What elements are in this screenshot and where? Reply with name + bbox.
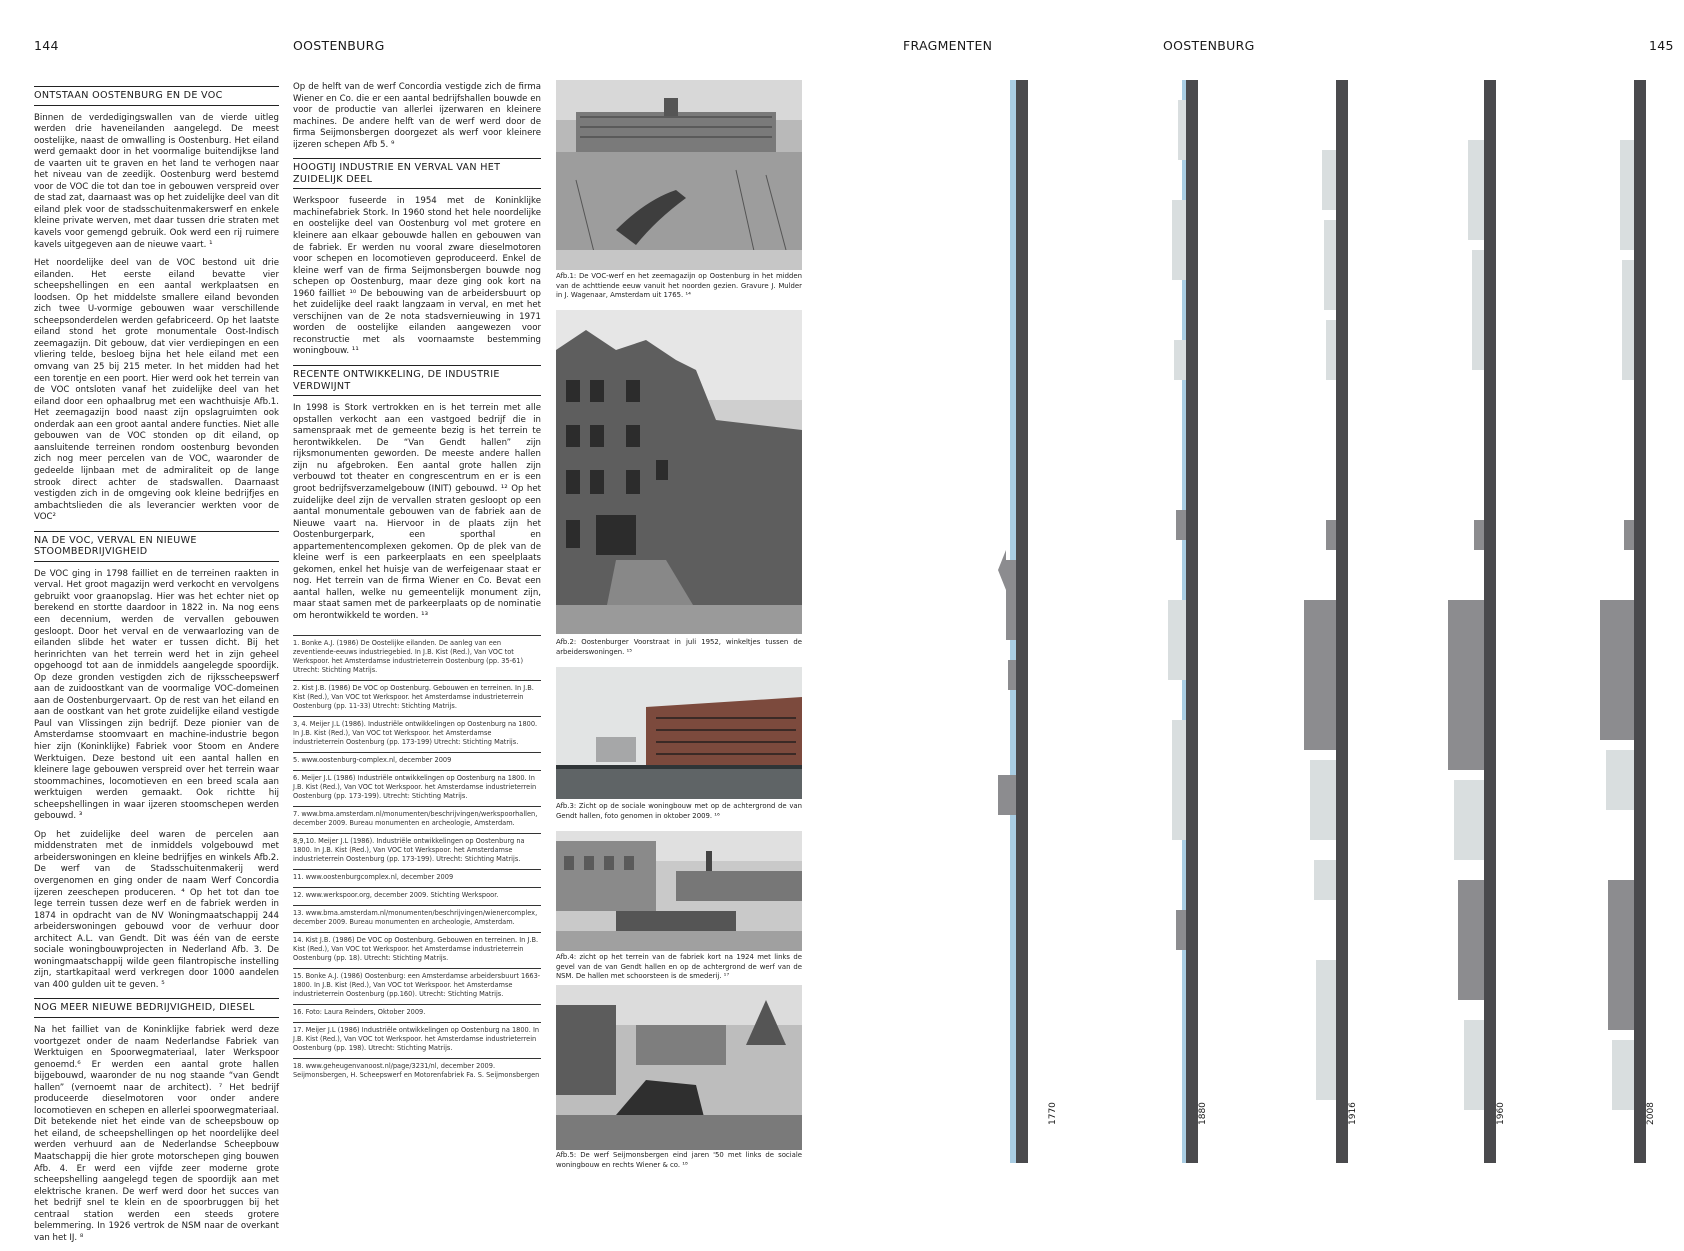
- housing-photo-afb3: [556, 667, 802, 799]
- paragraph: De VOC ging in 1798 failliet en de terreinen raakten in verval. Het groot magazijn werd verkocht en vervolgens gebruikt voor graanopslag. Hier was het echter niet op berekend en stortte daardoor in 1822 in. Na nog eens een decennium, werden de vervallen gebouwen gesloopt. Door het verval en de verwaarlozing van de eilanden slibde het water er tussen dicht. Bij het herinrichten van het terrein werd het in zijn geheel opgehoogd tot aan de inmiddels aangelegde spoordijk. Op deze gronden vestigden zich de rijksscheepswerf aan de zuidoostkant van de voormalige VOC-domeinen aan de Oostenburgervaart. Op de rest van het eiland en aan de oostkant van het grote zuidelijke eiland vestigde Paul van Vlissingen zijn bedrijf. Deze pionier van de Amsterdamse stoomvaart en machine-industrie begon hier zijn (Koninklijke) Fabriek voor Stoom en Andere Werktuigen. Deze bestond uit een aantal hallen en kleinere lage gebouwen verspreid over het terrein waar stoommachines, locomotieven en een breed scala aan werktuigen werden gemaakt. Ook richtte hij scheepshellingen in waar ijzeren stoomschepen werden gebouwd. ³: [34, 568, 279, 822]
- elevation-strip-1916: [1300, 80, 1350, 1163]
- paragraph: Werkspoor fuseerde in 1954 met de Koninklijke machinefabriek Stork. In 1960 stond het hele noordelijke en oostelijke deel van Oostenburg vol met grotere en kleinere aan elkaar gebouwde hallen en gebouwen van de fabriek. Er werden nu vooral zware dieselmotoren voor schepen en locomotieven geproduceerd. Enkel de kleine werf van de firma Seijmonsbergen bouwde nog schepen op Oostenburg, maar deze ging ook kort na 1960 failliet ¹⁰ De bebouwing van de arbeidersbuurt op het zuidelijke deel raakt langzaam in verval, en met het verschijnen van de 2e nota stadsvernieuwing in 1971 worden de oostelijke eilanden aangewezen voor reconstructie met als voornaamste bestemming woningbouw. ¹¹: [293, 196, 541, 357]
- footnote: 16. Foto: Laura Reinders, Oktober 2009.: [293, 1004, 541, 1022]
- section-heading: NA DE VOC, VERVAL EN NIEUWE STOOMBEDRIJVIGHEID: [34, 531, 279, 562]
- year-label-1880: 1880: [1198, 1102, 1208, 1125]
- elevation-strip-2008: [1598, 80, 1648, 1163]
- caption-afb3: Afb.3: Zicht op de sociale woningbouw met op de achtergrond de van Gendt hallen, foto genomen in oktober 2009. ¹⁶: [556, 802, 802, 820]
- year-label-1916: 1916: [1348, 1102, 1358, 1125]
- footnote: 5. www.oostenburg-complex.nl, december 2009: [293, 752, 541, 770]
- paragraph: Op de helft van de werf Concordia vestigde zich de firma Wiener en Co. die er een aantal bedrijfshallen bouwde en voor de productie van allerlei ijzerwaren en kleinere machines. De andere helft van de werf werd door de firma Seijmonsbergen doorgezet als werf voor kleinere ijzeren schepen Afb 5. ⁹: [293, 82, 541, 150]
- paragraph: In 1998 is Stork vertrokken en is het terrein met alle opstallen verkocht aan een vastgoed bedrijf die in samenspraak met de gemeente bezig is het terrein te herontwikkelen. De “Van Gendt hallen” zijn rijksmonumenten geworden. De meeste andere hallen zijn nu afgebroken. Een aantal grote hallen zijn verbouwd tot theater en congrescentrum en er is een groot bedrijfsverzamelgebouw (INIT) gebouwd. ¹² Op het zuidelijke deel zijn de vervallen straten gesloopt op een aantal monumentale gebouwen van de fabriek aan de Nieuwe vaart na. Hiervoor in de plaats zijn het Oostenburgerpark, een sporthal en appartementencomplexen gekomen. Op de plek van de kleine werf is een parkeerplaats en een speelplaats gekomen, enkel het huisje van de werfeigenaar staat er nog. Het terrein van de firma Wiener en Co. Bevat een aantal hallen, welke nu gemeentelijk monument zijn, maar staat samen met de parkeerplaats op de nominatie om herontwikkeld te worden. ¹³: [293, 403, 541, 621]
- street-photo-afb2: [556, 310, 802, 634]
- footnote: 3, 4. Meijer J.L (1986). Industriële ontwikkelingen op Oostenburg na 1800. In J.B. Kist (Red.), Van VOC tot Werkspoor. het Amsterdamse industrieterrein Oostenburg (pp. 173-199) Utrecht: Stichting Matrijs.: [293, 716, 541, 752]
- elevation-strip-1770: [980, 80, 1030, 1163]
- footnote: 6. Meijer J.L (1986) Industriële ontwikkelingen op Oostenburg na 1800. In J.B. Kist (Red.), Van VOC tot Werkspoor. het Amsterdamse industrieterrein Oostenburg (pp. 173-199). Utrecht: Stichting Matrijs.: [293, 770, 541, 806]
- footnote: 18. www.geheugenvanoost.nl/page/3231/nl, december 2009. Seijmonsbergen, H. Scheepswerf en Motorenfabriek Fa. S. Seijmonsbergen: [293, 1058, 541, 1085]
- running-title-right: OOSTENBURG: [1163, 38, 1255, 53]
- year-label-1770: 1770: [1048, 1102, 1058, 1125]
- paragraph: Na het failliet van de Koninklijke fabriek werd deze voortgezet onder de naam Nederlandse Fabriek van Werktuigen en Spoorwegmateriaal, later Werkspoor genoemd.⁶ Er werden een aantal grote hallen bijgebouwd, waaronder de nu nog staande “van Gendt hallen” (vernoemt naar de architect). ⁷ Het bedrijf produceerde dieselmotoren voor onder andere locomotieven en schepen en allerlei spoorwegmateriaal. Dit betekende niet het einde van de scheepsbouw op het eiland, de scheepshellingen op het noordelijke deel werden verhuurd aan de Nederlandse Scheepbouw Maatschappij die hier grote motorschepen ging bouwen Afb. 4. Er werd een vijfde zeer moderne grote scheepshelling aangelegd tegen de spoordijk aan met elektrische kranen. De werf werd door het succes van het bedrijf snel te klein en de spoorbruggen bij het centraal station werden een steeds grotere belemmering. In 1926 vertrok de NSM naar de overkant van het IJ. ⁸: [34, 1025, 279, 1243]
- footnote: 8,9,10. Meijer J.L (1986). Industriële ontwikkelingen op Oostenburg na 1800. In J.B. Kist (Red.), Van VOC tot Werkspoor. het Amsterdamse industrieterrein Oostenburg (pp. 173-199). Utrecht: Stichting Matrijs.: [293, 833, 541, 869]
- elevation-strip-1960: [1448, 80, 1498, 1163]
- year-label-2008: 2008: [1646, 1102, 1656, 1125]
- caption-afb1: Afb.1: De VOC-werf en het zeemagazijn op Oostenburg in het midden van de achttiende eeuw vanuit het noorden gezien. Gravure J. Mulder in J. Wagenaar, Amsterdam uit 1765. ¹⁴: [556, 272, 802, 299]
- section-heading: RECENTE ONTWIKKELING, DE INDUSTRIE VERDWIJNT: [293, 365, 541, 396]
- footnote-list: [293, 635, 541, 1085]
- footnote: 12. www.werkspoor.org, december 2009. Stichting Werkspoor.: [293, 887, 541, 905]
- footnote: 1. Bonke A.J. (1986) De Oostelijke eilanden. De aanleg van een zeventiende-eeuws industriegebied. In J.B. Kist (Red.), Van VOC tot Werkspoor. het Amsterdamse industrieterrein Oostenburg (pp. 35-61) Utrecht: Stichting Matrijs.: [293, 635, 541, 680]
- text-column-2: [293, 82, 541, 1085]
- footnote: 7. www.bma.amsterdam.nl/monumenten/beschrijvingen/werkspoorhallen, december 2009. Bureau monumenten en archeologie, Amsterdam.: [293, 806, 541, 833]
- page-number-left: 144: [34, 38, 59, 53]
- year-label-1960: 1960: [1496, 1102, 1506, 1125]
- footnote: 17. Meijer J.L (1986) Industriële ontwikkelingen op Oostenburg na 1800. In J.B. Kist (Red.), Van VOC tot Werkspoor. het Amsterdamse industrieterrein Oostenburg (pp. 198). Utrecht: Stichting Matrijs.: [293, 1022, 541, 1058]
- footnote: 11. www.oostenburgcomplex.nl, december 2009: [293, 869, 541, 887]
- text-column-1: [34, 82, 279, 1251]
- footnote: 2. Kist J.B. (1986) De VOC op Oostenburg. Gebouwen en terreinen. In J.B. Kist (Red.), Van VOC tot Werkspoor. het Amsterdamse industrieterrein Oostenburg (pp. 11-33) Utrecht: Stichting Matrijs.: [293, 680, 541, 716]
- fragment-title: FRAGMENTEN: [903, 38, 993, 53]
- section-heading: NOG MEER NIEUWE BEDRIJVIGHEID, DIESEL: [34, 998, 279, 1018]
- shipyard-photo-afb5: [556, 985, 802, 1150]
- running-title-left: OOSTENBURG: [293, 38, 385, 53]
- engraving-image-afb1: [556, 80, 802, 270]
- paragraph: Het noordelijke deel van de VOC bestond uit drie eilanden. Het eerste eiland bevatte vier scheepshellingen en een aantal werkplaatsen en loodsen. Op het middelste smallere eiland bevonden zich twee U-vormige gebouwen waar verschillende scheepsonderdelen werden gefabriceerd. Op het laatste eiland stond het grote monumentale Oost-Indisch zeemagazijn. Dit gebouw, dat vier verdiepingen en een vliering telde, besloeg bijna het hele eiland met een omvang van 25 bij 215 meter. In het midden had het een torentje en een poort. Hier werd ook het terrein van de VOC ontsloten vanaf het zuidelijke deel van het eiland door een ophaalbrug met een wachthuisje Afb.1. Het zeemagazijn bood naast zijn opslagruimten ook onderdak aan een groot aantal andere functies. Niet alle gebouwen van de VOC stonden op dit eiland, op aansluitende terreinen rondom oostenburg bevonden zich nog meer percelen van de VOC, waaronder de gedeelde lijnbaan met de admiraliteit op de lange strook direct achter de stadswallen. Daarnaast vestigden zich in de omgeving ook kleine bedrijfjes en ambachtslieden die als leverancier werkten voor de VOC²: [34, 258, 279, 523]
- section-heading: ONTSTAAN OOSTENBURG EN DE VOC: [34, 86, 279, 106]
- factory-photo-afb4: [556, 831, 802, 951]
- section-heading: HOOGTIJ INDUSTRIE EN VERVAL VAN HET ZUIDELIJK DEEL: [293, 158, 541, 189]
- caption-afb2: Afb.2: Oostenburger Voorstraat in juli 1952, winkeltjes tussen de arbeiderswoningen. ¹⁵: [556, 638, 802, 656]
- footnote: 15. Bonke A.J. (1986) Oostenburg: een Amsterdamse arbeidersbuurt 1663-1800. In J.B. Kist (Red.), Van VOC tot Werkspoor. het Amsterdamse industrieterrein Oostenburg (pp.160). Utrecht: Stichting Matrijs.: [293, 968, 541, 1004]
- paragraph: Binnen de verdedigingswallen van de vierde uitleg werden drie haveneilanden aangelegd. De meest oostelijke, naast de omwalling is Oostenburg. Het eiland werd gemaakt door in het voormalige buitendijkse land de vaarten uit te graven en het land te verhogen naar het niveau van de zeedijk. Oostenburg werd bestemd voor de VOC die tot dan toe in gebouwen verspreid over de stad zat, daarnaast was op het zuidelijke deel van dit eiland plek voor de stadsschuitenmakerswerf en enkele kleine private werven, met daar tussen drie straten met kavels voor gemengd gebruik. Ook werd een rij ruimere kavels uitgegeven aan de nieuwe vaart. ¹: [34, 112, 279, 250]
- footnote: 14. Kist J.B. (1986) De VOC op Oostenburg. Gebouwen en terreinen. In J.B. Kist (Red.), Van VOC tot Werkspoor. het Amsterdamse industrieterrein Oostenburg (pp. 18). Utrecht: Stichting Matrijs.: [293, 932, 541, 968]
- paragraph: Op het zuidelijke deel waren de percelen aan middenstraten met de inmiddels volgebouwd met arbeiderswoningen en kleine bedrijfjes en winkels Afb.2. De werf van de Stadsschuitenmakerij werd overgenomen en ging onder de naam Werf Concordia ijzeren zeeschepen produceren. ⁴ Op het tot dan toe lege terrein tussen deze werf en de fabriek werden in 1874 in opdracht van de NV Woningmaatschappij 244 arbeiderswoningen gebouwd voor de verhuur door architect A.L. van Gendt. Dit was één van de eerste sociale woningbouwprojecten in Nederland Afb. 3. De woningmaatschappij wilde geen filantropische instelling zijn, startkapitaal werd verkregen door 1000 aandelen van 400 gulden uit te geven. ⁵: [34, 829, 279, 990]
- caption-afb4: Afb.4: zicht op het terrein van de fabriek kort na 1924 met links de gevel van de van Gendt hallen en op de achtergrond de werf van de NSM. De hallen met schoorsteen is de smederij. ¹⁷: [556, 953, 802, 980]
- footnote: 13. www.bma.amsterdam.nl/monumenten/beschrijvingen/wienercomplex, december 2009. Bureau monumenten en archeologie, Amsterdam.: [293, 905, 541, 932]
- elevation-strip-1880: [1150, 80, 1200, 1163]
- caption-afb5: Afb.5: De werf Seijmonsbergen eind jaren '50 met links de sociale woningbouw en rechts Wiener & co. ¹⁸: [556, 1151, 802, 1169]
- page-number-right: 145: [1649, 38, 1674, 53]
